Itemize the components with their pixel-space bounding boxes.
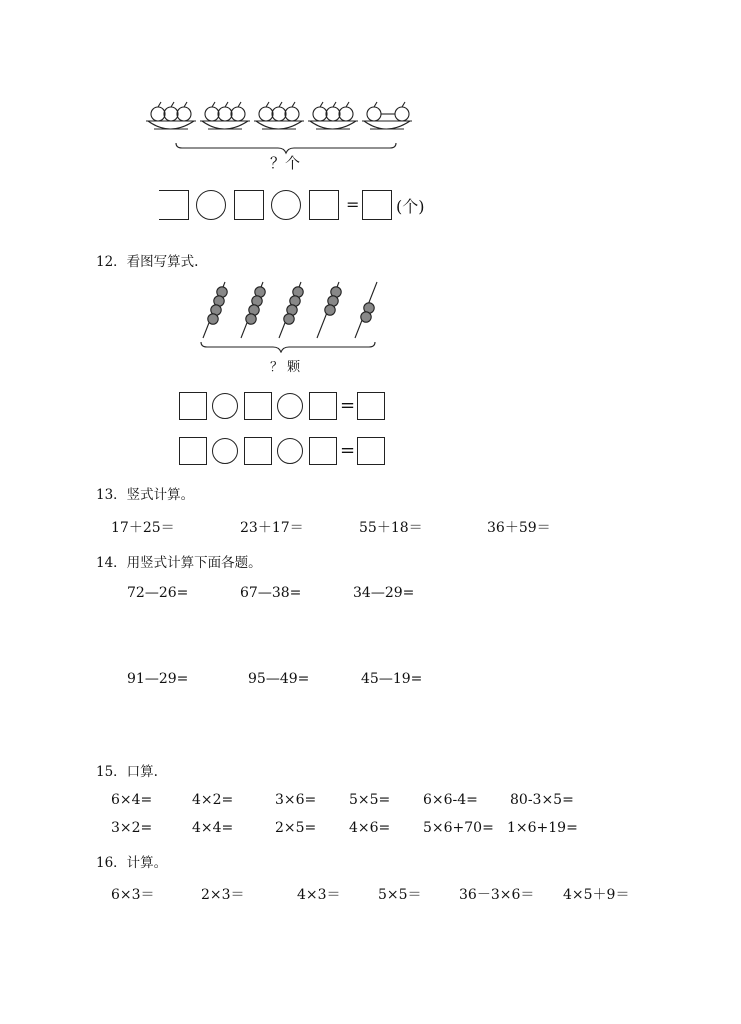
q12-brace-label: ？ 颗	[270, 360, 301, 375]
equals-sign: =	[340, 440, 356, 461]
q15-item: 80-3×5=	[510, 792, 574, 808]
answer-box[interactable]	[357, 437, 385, 465]
bead-skewer	[241, 282, 265, 338]
unit-label: (个)	[396, 197, 425, 216]
q14-item: 34—29=	[353, 585, 415, 601]
q15-item: 5×5=	[349, 792, 391, 808]
bead-skewer	[355, 282, 377, 338]
bowl-with-apples	[200, 102, 250, 129]
bead-skewers-figure	[195, 278, 380, 353]
q14-item: 91—29=	[127, 671, 189, 687]
question-12-title: 12．看图写算式.	[96, 254, 199, 270]
bowl-with-apples	[308, 102, 358, 129]
question-14-title: 14．用竖式计算下面各题。	[96, 555, 262, 571]
bead-skewer	[279, 282, 303, 338]
q16-item: 4×3＝	[297, 887, 341, 903]
bowl-with-apples	[146, 102, 196, 129]
q15-item: 4×2=	[192, 792, 234, 808]
q15-item: 6×6-4=	[423, 792, 478, 808]
q16-item: 5×5＝	[378, 887, 422, 903]
q15-item: 4×6=	[349, 820, 391, 836]
question-16-title: 16．计算。	[96, 855, 168, 871]
answer-box[interactable]	[309, 437, 337, 465]
q15-item: 3×2=	[111, 820, 153, 836]
operator-circle[interactable]	[212, 393, 238, 419]
q15-item: 1×6+19=	[507, 820, 578, 836]
q15-item: 6×4=	[111, 792, 153, 808]
q14-item: 95—49=	[248, 671, 310, 687]
operator-circle[interactable]	[271, 190, 301, 220]
equals-sign: =	[340, 395, 356, 416]
q14-item: 72—26=	[127, 585, 189, 601]
operator-circle[interactable]	[277, 438, 303, 464]
q13-item: 17＋25＝	[111, 520, 175, 536]
answer-box[interactable]	[159, 190, 189, 220]
q16-item: 2×3＝	[201, 887, 245, 903]
brace	[201, 342, 375, 352]
operator-circle[interactable]	[212, 438, 238, 464]
q13-item: 55＋18＝	[359, 520, 423, 536]
answer-box[interactable]	[362, 190, 392, 220]
q15-item: 5×6+70=	[423, 820, 494, 836]
answer-box[interactable]	[309, 190, 339, 220]
q13-item: 23＋17＝	[240, 520, 304, 536]
q15-item: 3×6=	[275, 792, 317, 808]
answer-box[interactable]	[357, 392, 385, 420]
bowl-with-apples	[362, 102, 412, 129]
bead-skewer	[317, 282, 341, 338]
q14-item: 67—38=	[240, 585, 302, 601]
q16-item: 6×3＝	[111, 887, 155, 903]
q16-item: 36－3×6＝	[459, 887, 535, 903]
question-13-title: 13．竖式计算。	[96, 487, 195, 503]
q13-item: 36＋59＝	[487, 520, 551, 536]
answer-box[interactable]	[309, 392, 337, 420]
operator-circle[interactable]	[196, 190, 226, 220]
answer-box[interactable]	[244, 392, 272, 420]
equals-sign: =	[346, 195, 360, 214]
q15-item: 2×5=	[275, 820, 317, 836]
answer-box[interactable]	[179, 392, 207, 420]
q11-brace-label: ？个	[270, 154, 301, 172]
bowl-with-apples	[254, 102, 304, 129]
operator-circle[interactable]	[277, 393, 303, 419]
answer-box[interactable]	[244, 437, 272, 465]
q16-item: 4×5＋9＝	[563, 887, 630, 903]
answer-box[interactable]	[234, 190, 264, 220]
q14-item: 45—19=	[361, 671, 423, 687]
answer-box[interactable]	[179, 437, 207, 465]
q15-item: 4×4=	[192, 820, 234, 836]
bead-skewer	[203, 282, 227, 338]
question-15-title: 15．口算.	[96, 764, 158, 780]
